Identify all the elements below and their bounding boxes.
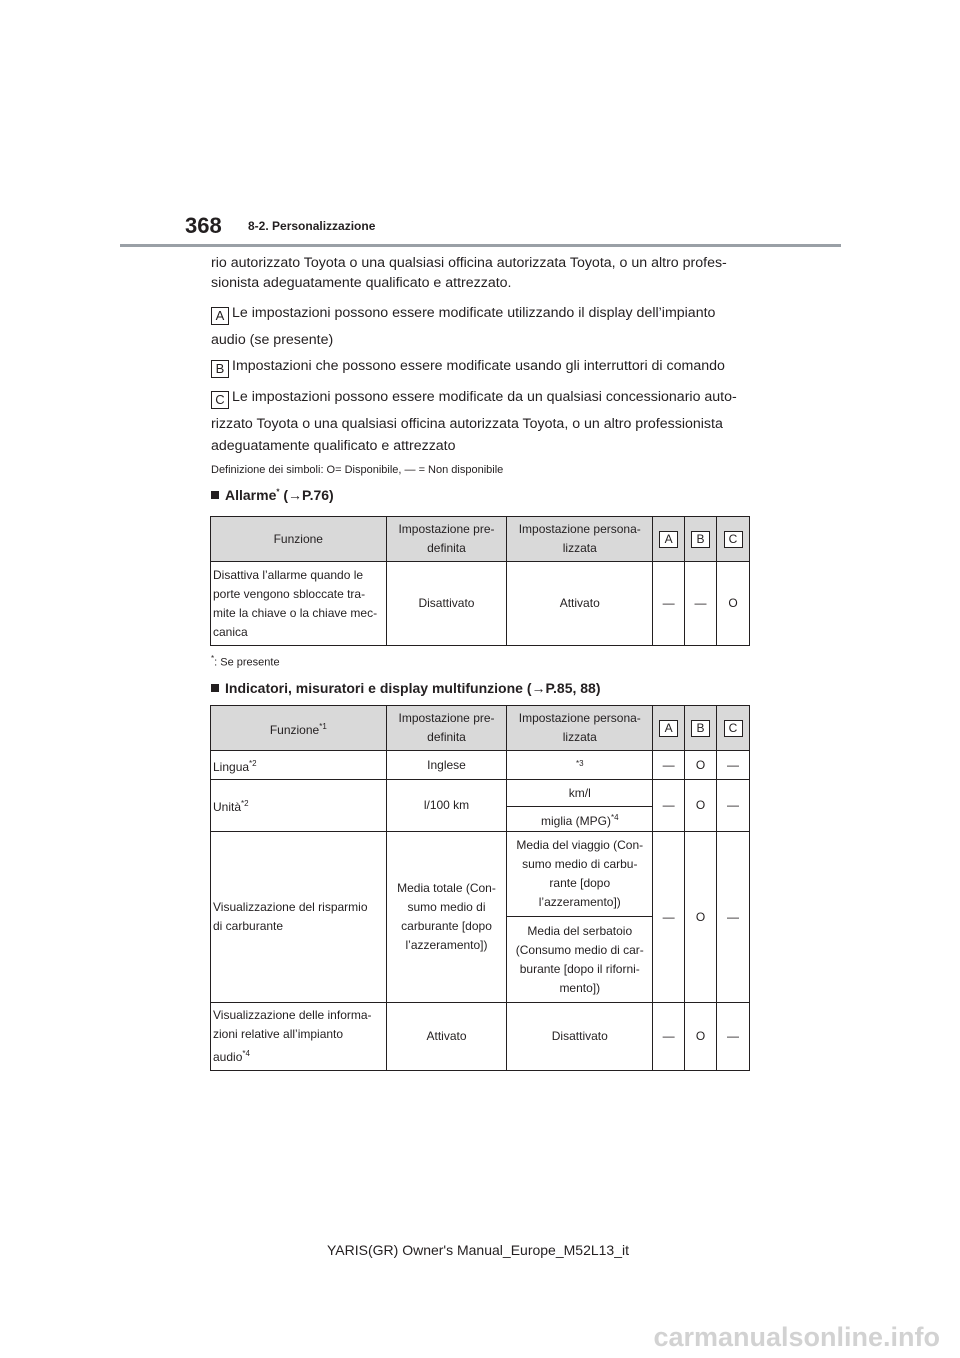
header-custom: Impostazione persona- lizzata bbox=[507, 706, 653, 751]
header-funzione: Funzione$^{*1}$ bbox=[211, 706, 387, 751]
cell-custom: miglia (MPG)$^{*4}$ bbox=[507, 807, 653, 832]
cell-b: O bbox=[685, 832, 717, 1003]
intro-line-1: rio autorizzato Toyota o una qualsiasi officina autorizzata Toyota, o un altro profes- bbox=[211, 255, 727, 271]
cell-default: Media totale (Con- sumo medio di carburante [dopo l’azzeramento]) bbox=[386, 832, 507, 1003]
header-default: Impostazione pre- definita bbox=[386, 706, 507, 751]
header-b: B bbox=[685, 706, 717, 751]
indicatori-header-row bbox=[211, 706, 750, 751]
cell-custom: Disattivato bbox=[507, 1003, 653, 1071]
legend-a-box: A bbox=[211, 307, 229, 325]
legend-b-text: Impostazioni che possono essere modificate usando gli interruttori di comando bbox=[232, 358, 725, 374]
footnote-mark: * bbox=[211, 654, 215, 663]
cell-c: — bbox=[717, 832, 750, 1003]
table-row bbox=[211, 751, 750, 780]
header-default: Impostazione pre- definita bbox=[386, 517, 507, 562]
cell-custom: *3 bbox=[507, 751, 653, 780]
cell-b: O bbox=[685, 1003, 717, 1071]
section-indicatori-heading bbox=[211, 680, 601, 696]
cell-funzione: Lingua$^{*2}$ bbox=[211, 751, 387, 780]
legend-c-line-1 bbox=[211, 387, 737, 409]
footnote bbox=[211, 654, 280, 669]
header-b: B bbox=[685, 517, 717, 562]
legend-a-line-2: audio (se presente) bbox=[211, 332, 334, 348]
header-a: A bbox=[653, 517, 685, 562]
section-title: 8-2. Personalizzazione bbox=[248, 219, 376, 233]
legend-c-line-2: rizzato Toyota o una qualsiasi officina autorizzata Toyota, o un altro professionista bbox=[211, 416, 723, 432]
cell-custom: Media del viaggio (Con- sumo medio di carbu- rante [dopo l’azzeramento]) bbox=[507, 832, 653, 917]
header-funzione: Funzione bbox=[211, 517, 387, 562]
section-allarme-ref: (→P.76) bbox=[279, 487, 334, 503]
symbol-definition: Definizione dei simboli: O= Disponibile, — = Non disponibile bbox=[211, 464, 504, 476]
legend-c-line-3: adeguatamente qualificato e attrezzato bbox=[211, 438, 456, 454]
cell-c: — bbox=[717, 751, 750, 780]
table-row bbox=[211, 562, 750, 646]
cell-funzione: Unità$^{*2}$ bbox=[211, 780, 387, 832]
cell-c: O bbox=[717, 562, 750, 646]
allarme-table bbox=[210, 516, 750, 646]
legend-b-box: B bbox=[211, 360, 229, 378]
cell-default: Attivato bbox=[386, 1003, 507, 1071]
footer-manual-id: YARIS(GR) Owner's Manual_Europe_M52L13_it bbox=[327, 1242, 629, 1258]
cell-a: — bbox=[653, 1003, 685, 1071]
table-row bbox=[211, 1003, 750, 1071]
section-allarme-sup: * bbox=[276, 487, 280, 497]
cell-a: — bbox=[653, 751, 685, 780]
intro-line-2: sionista adeguatamente qualificato e attrezzato. bbox=[211, 275, 512, 291]
cell-custom: Attivato bbox=[507, 562, 653, 646]
table-row bbox=[211, 832, 750, 917]
legend-c-text: Le impostazioni possono essere modificate da un qualsiasi concessionario auto- bbox=[232, 389, 737, 405]
header-c: C bbox=[717, 517, 750, 562]
cell-default: Disattivato bbox=[386, 562, 507, 646]
section-allarme-heading bbox=[211, 487, 334, 503]
legend-a-text: Le impostazioni possono essere modificate utilizzando il display dell’impianto bbox=[232, 305, 716, 321]
legend-c-box: C bbox=[211, 391, 229, 409]
cell-b: O bbox=[685, 780, 717, 832]
header-c: C bbox=[717, 706, 750, 751]
indicatori-table bbox=[210, 705, 750, 1071]
section-indicatori-title: Indicatori, misuratori e display multifunzione (→P.85, 88) bbox=[225, 680, 601, 696]
cell-c: — bbox=[717, 1003, 750, 1071]
cell-b: O bbox=[685, 751, 717, 780]
cell-a: — bbox=[653, 562, 685, 646]
allarme-header-row bbox=[211, 517, 750, 562]
page-number: 368 bbox=[185, 213, 222, 238]
table-row bbox=[211, 780, 750, 807]
square-bullet-icon bbox=[211, 684, 219, 692]
cell-default: l/100 km bbox=[386, 780, 507, 832]
header-rule bbox=[120, 244, 841, 247]
cell-custom: Media del serbatoio (Consumo medio di car- burante [dopo il riforni- mento]) bbox=[507, 917, 653, 1003]
square-bullet-icon bbox=[211, 491, 219, 499]
header-custom: Impostazione persona- lizzata bbox=[507, 517, 653, 562]
cell-a: — bbox=[653, 832, 685, 1003]
cell-custom: km/l bbox=[507, 780, 653, 807]
legend-b-line-1 bbox=[211, 356, 725, 378]
cell-funzione: Visualizzazione del risparmio di carburante bbox=[211, 832, 387, 1003]
legend-a-line-1 bbox=[211, 303, 715, 325]
watermark: carmanualsonline.info bbox=[653, 1322, 940, 1352]
cell-default: Inglese bbox=[386, 751, 507, 780]
cell-b: — bbox=[685, 562, 717, 646]
section-allarme-title: Allarme bbox=[225, 487, 277, 503]
cell-c: — bbox=[717, 780, 750, 832]
cell-a: — bbox=[653, 780, 685, 832]
cell-funzione: Visualizzazione delle informa- zioni relative all’impianto audio$^{*4}$ bbox=[211, 1003, 387, 1071]
cell-funzione: Disattiva l’allarme quando le porte vengono sbloccate tra- mite la chiave o la chiave mec- canica bbox=[211, 562, 387, 646]
footnote-text: : Se presente bbox=[214, 656, 280, 669]
header-a: A bbox=[653, 706, 685, 751]
